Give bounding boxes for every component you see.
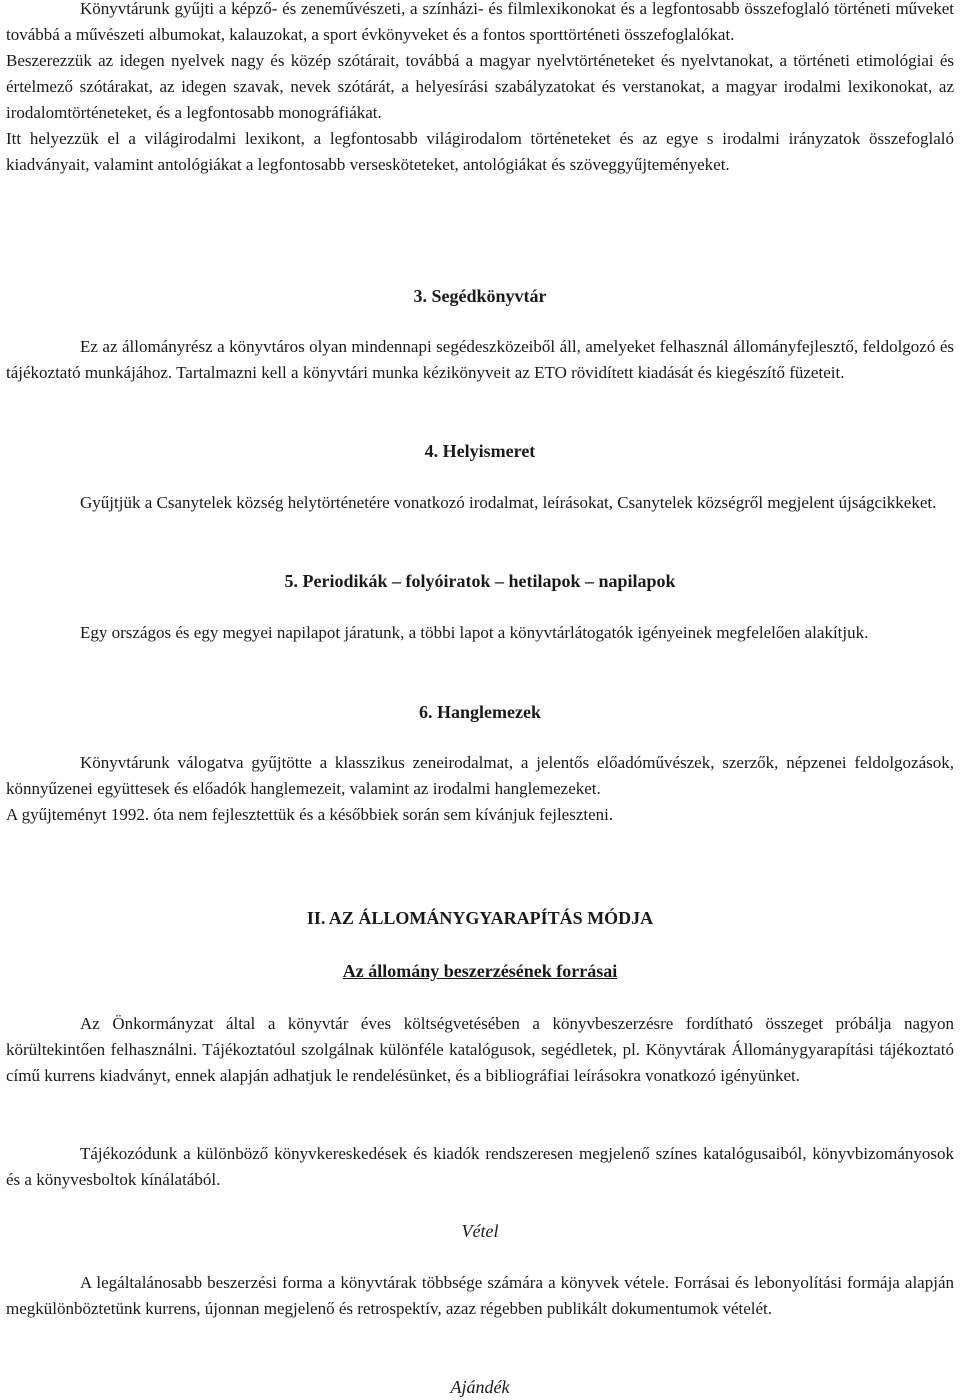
intro-paragraph-3: Itt helyezzük el a világirodalmi lexikont, a legfontosabb világirodalom történeteket és az egye s irodalmi irányzatok összefoglaló kiadványait, valamint antológiákat a legfontosabb versesköteteket, antológiákat és szöveggyűjteményeket. (6, 129, 954, 174)
gift-heading: Ajándék (450, 1377, 510, 1397)
sources-paragraph-1: Az Önkormányzat által a könyvtár éves költségvetésében a könyvbeszerzésre fordítható összeget próbálja nagyon körültekintően felhasználni. Tájékoztatóul szolgálnak különféle katalógusok, segédletek, pl. Könyvtárak Állománygyarapítási tájékoztató című kurrens kiadványt, ennek alapján adhatjuk le rendelésünket, és a bibliográfiai leírásokra vonatkozó igényünket. (6, 1014, 954, 1085)
section-6-heading: 6. Hanglemezek (419, 702, 541, 722)
purchase-body (6, 1270, 954, 1322)
section-5-body (6, 620, 954, 646)
intro-paragraph-2: Beszerezzük az idegen nyelvek nagy és közép szótárait, továbbá a magyar nyelvtörténeteket és nyelvtanokat, a történeti etimológiai és értelmező szótárakat, az idegen szavak, nevek szótárát, a helyesírási szabályzatokat és verstanokat, a magyar irodalmi lexikonokat, az irodalomtörténeteket, és a legfontosabb monográfiákat. (6, 51, 954, 122)
section-4-heading: 4. Helyismeret (424, 441, 536, 461)
sources-body-2 (6, 1141, 954, 1193)
sources-paragraph-2: Tájékozódunk a különböző könyvkereskedések és kiadók rendszeresen megjelenő színes katalógusaiból, könyvbizományosok és a könyvesboltok kínálatából. (6, 1144, 954, 1189)
section-6-paragraph-1: Könyvtárunk válogatva gyűjtötte a klasszikus zeneirodalmat, a jelentős előadóművészek, szerzők, népzenei feldolgozások, könnyűzenei együttesek és előadók hanglemezeit, valamint az irodalmi hanglemezeket. (6, 753, 954, 798)
purchase-heading: Vétel (461, 1221, 499, 1241)
sources-body-1 (6, 1011, 954, 1089)
purchase-paragraph: A legáltalánosabb beszerzési forma a könyvtárak többsége számára a könyvek vétele. Forrásai és lebonyolítási formája alapján megkülönböztetünk kurrens, újonnan megjelenő és retrospektív, azaz régebben publikált dokumentumok vételét. (6, 1273, 954, 1318)
sources-subheading: Az állomány beszerzésének forrásai (342, 961, 618, 981)
section-5-heading: 5. Periodikák – folyóiratok – hetilapok – napilapok (284, 571, 676, 591)
section-6-body (6, 750, 954, 828)
section-3-body (6, 334, 954, 386)
part-2-heading: II. AZ ÁLLOMÁNYGYARAPÍTÁS MÓDJA (306, 908, 654, 928)
section-3-paragraph: Ez az állományrész a könyvtáros olyan mindennapi segédeszközeiből áll, amelyeket felhasznál állományfejlesztő, feldolgozó és tájékoztató munkájához. Tartalmazni kell a könyvtári munka kézikönyveit az ETO rövidített kiadását és kiegészítő füzeteit. (6, 337, 954, 382)
section-4-body (6, 490, 954, 516)
section-3-heading: 3. Segédkönyvtár (413, 286, 547, 306)
intro-section (6, 0, 954, 178)
section-5-paragraph: Egy országos és egy megyei napilapot járatunk, a többi lapot a könyvtárlátogatók igényeinek megfelelően alakítjuk. (80, 623, 869, 642)
section-4-paragraph: Gyűjtjük a Csanytelek község helytörténetére vonatkozó irodalmat, leírásokat, Csanytelek községről megjelent újságcikkeket. (80, 493, 937, 512)
intro-paragraph-1: Könyvtárunk gyűjti a képző- és zeneművészeti, a színházi- és filmlexikonokat és a legfontosabb összefoglaló történeti műveket továbbá a művészeti albumokat, kalauzokat, a sport évkönyveket és a fontos sporttörténeti összefoglalókat. (6, 0, 954, 44)
section-6-paragraph-2: A gyűjteményt 1992. óta nem fejlesztettük és a későbbiek során sem kívánjuk fejleszteni. (6, 805, 614, 824)
